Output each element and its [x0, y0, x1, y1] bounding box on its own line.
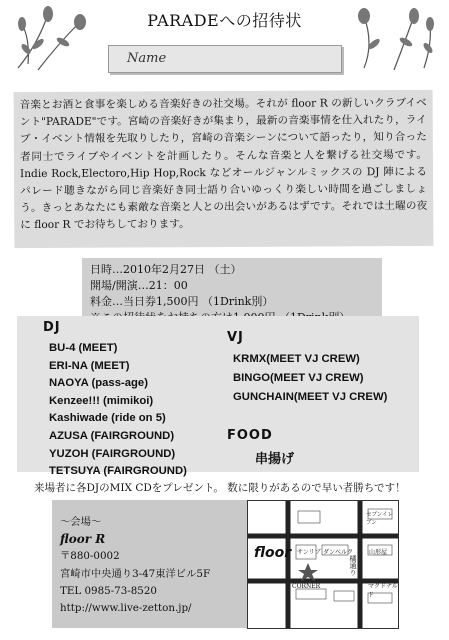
venue-zip: 〒880-0002 — [60, 550, 120, 563]
map-label-corner: CORNER — [292, 583, 321, 590]
dj-name: BU-4 (MEET) — [49, 342, 118, 354]
event-date: 日時…2010年2月27日 （土） — [90, 263, 242, 276]
venue-address: 宮崎市中央通り3-47東洋ビル5F — [60, 567, 211, 580]
food-heading: FOOD — [227, 428, 273, 443]
name-placeholder: Name — [127, 51, 167, 66]
venue-star-icon — [298, 563, 318, 581]
vj-list — [233, 350, 387, 407]
dj-name: AZUSA (FAIRGROUND) — [49, 429, 175, 442]
dj-name: Kashiwade (ride on 5) — [49, 412, 166, 425]
lineup-panel — [17, 316, 419, 478]
mix-cd-note: 来場者に各DJのMIX CDをプレゼント。 数に限りがあるので早い者勝ちです！ — [34, 482, 406, 494]
dj-name: YUZOH (FAIRGROUND) — [49, 447, 176, 460]
event-open: 開場/開演…21：00 — [90, 279, 188, 292]
map-label-street: 橘通り — [349, 555, 357, 576]
venue-tel: TEL 0985-73-8520 — [60, 584, 157, 597]
venue-url[interactable]: http://www.live-zetton.jp/ — [60, 602, 192, 615]
map-label-danberg: ダンベルク — [323, 549, 353, 556]
venue-panel — [52, 500, 248, 628]
dj-name: Kenzee!!! (mimikoi) — [49, 394, 154, 407]
map-label-mcdonalds: マクドナルド — [368, 583, 398, 599]
vj-name: BINGO(MEET VJ CREW) — [233, 372, 364, 384]
page-title: PARADEへの招待状 — [147, 11, 302, 30]
vj-name: KRMX(MEET VJ CREW) — [233, 353, 360, 365]
dj-heading: DJ — [43, 320, 61, 335]
intro-text: 音楽とお酒と食事を楽しめる音楽好きの社交場。それが floor R の新しいクラブイベント"PARADE"です。宮崎の音楽好きが集まり，最新の音楽事情を仕入れたり，ライブ・イベント情報を先取りしたり，宮崎の音楽シーンについて語ったり，知り合った者同士でライブやイベントを計画したり。そんな音楽と人を繋げる社交場です。Indie Rock,Electoro,Hip Hop,Rock などオールジャンルミックスの DJ 陣によるパレード聴きながら同じ音楽好き同士語り合いゆっくり楽しい時間を過ごしましょう。きっとあなたにも素敵な音楽と人との出会いがあるはずです。それでは土曜の夜に floor R でお待ちしております。 — [14, 90, 434, 248]
vj-heading: VJ — [227, 330, 244, 345]
event-price: 料金…当日券1,500円 （1Drink別） — [90, 295, 274, 308]
food-item: 串揚げ — [255, 452, 295, 467]
dj-name: ERI-NA (MEET) — [49, 359, 130, 372]
dj-name: TETSUYA (FAIRGROUND) — [49, 465, 187, 478]
map-logo: floor — [254, 545, 292, 561]
dj-name: NAOYA (pass-age) — [49, 377, 148, 390]
name-field[interactable] — [108, 45, 342, 73]
map-label-seven-eleven: セブンイレブン — [366, 512, 394, 526]
vj-name: GUNCHAIN(MEET VJ CREW) — [233, 391, 388, 403]
venue-label: ～会場～ — [60, 516, 102, 528]
map-label-sunrib: サンリブ — [297, 549, 321, 556]
dj-list — [49, 340, 187, 481]
venue-map[interactable] — [247, 500, 399, 629]
map-label-yamakataya: 山形屋 — [369, 549, 388, 556]
venue-name: floor R — [60, 532, 106, 547]
